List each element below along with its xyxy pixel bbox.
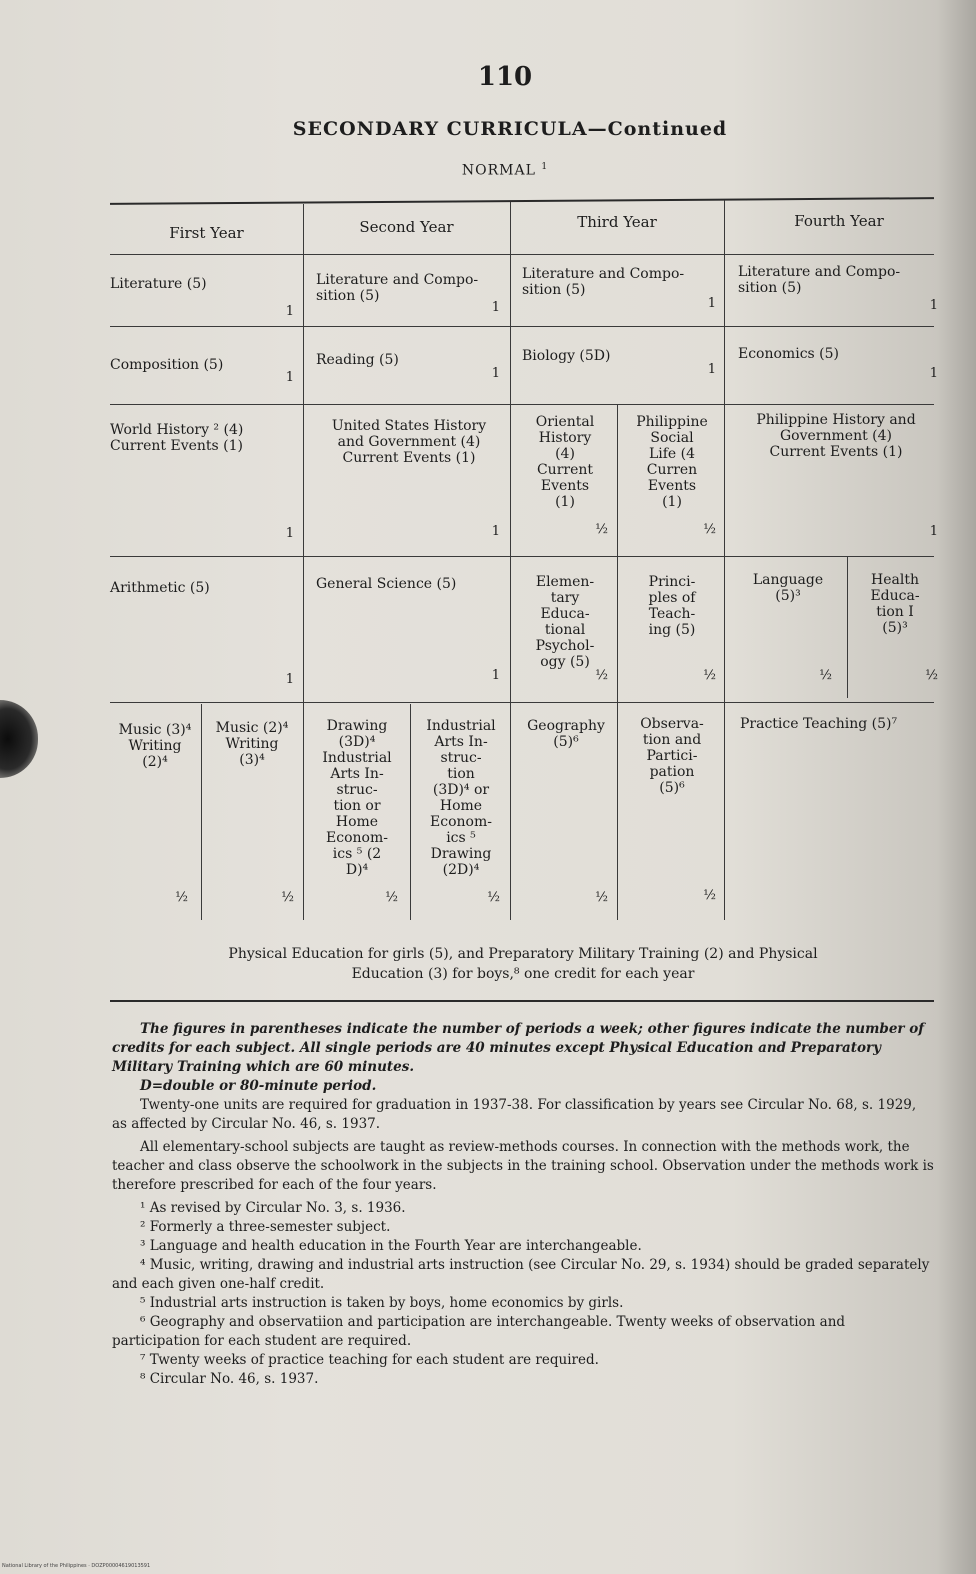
table-top-rule xyxy=(110,197,934,205)
footnote-5: ⁵ Industrial arts instruction is taken by boys, home economics by girls. xyxy=(140,1295,624,1311)
credit-r3-y4: 1 xyxy=(929,524,938,539)
header-second-year: Second Year xyxy=(359,218,454,236)
row-divider-header xyxy=(110,254,934,255)
credit-r4-y4b: ½ xyxy=(925,668,938,683)
pe-line-1: Physical Education for girls (5), and Preparatory Military Training (2) and Physical xyxy=(228,946,818,962)
credit-r1-y2: 1 xyxy=(491,300,500,315)
thumb-shadow xyxy=(0,700,38,778)
note-p2: All elementary-school subjects are taught as review-methods courses. In connection with the methods work, the teacher and class observe the schoolwork in the subjects in the training school. Observation under the methods work is therefore prescribed for each of the four years. xyxy=(112,1139,934,1193)
cell-r1-y1: Literature (5) xyxy=(110,276,207,292)
credit-r2-y3: 1 xyxy=(707,362,716,377)
cell-r4-y4b: Health Educa- tion I (5)³ xyxy=(870,572,920,636)
cell-r4-y3a: Elemen- tary Educa- tional Psychol- ogy (5) xyxy=(535,574,595,670)
footnote-1: ¹ As revised by Circular No. 3, s. 1936. xyxy=(140,1200,406,1216)
credit-r5-y1b: ½ xyxy=(281,890,294,905)
note-p1: Twenty-one units are required for graduation in 1937-38. For classification by years see Circular No. 68, s. 1929, as affected by Circular No. 46, s. 1937. xyxy=(112,1097,917,1132)
cell-r5-y1b: Music (2)⁴ Writing (3)⁴ xyxy=(215,720,289,768)
sub-divider-y4-r4 xyxy=(847,556,848,698)
library-footer-tag: National Library of the Philippines · DOZP00004619013591 xyxy=(2,1563,151,1569)
footnote-7: ⁷ Twenty weeks of practice teaching for each student are required. xyxy=(140,1352,599,1368)
cell-r1-y4: Literature and Compo- sition (5) xyxy=(738,264,901,296)
cell-r2-y3: Biology (5D) xyxy=(522,348,611,364)
row-divider-3 xyxy=(110,556,934,557)
credit-r5-y2a: ½ xyxy=(385,890,398,905)
credit-r4-y3a: ½ xyxy=(595,668,608,683)
footnote-6: ⁶ Geography and observatiion and participation are interchangeable. Twenty weeks of observation and participation for each student are required. xyxy=(112,1314,846,1349)
cell-r3-y4: Philippine History and Government (4) Current Events (1) xyxy=(756,412,916,460)
credit-r5-y2b: ½ xyxy=(487,890,500,905)
cell-r2-y1: Composition (5) xyxy=(110,357,224,373)
credit-r4-y2: 1 xyxy=(491,668,500,683)
page-title: SECONDARY CURRICULA—Continued xyxy=(292,118,728,140)
credit-r1-y1: 1 xyxy=(285,304,294,319)
cell-r5-y1a: Music (3)⁴ Writing (2)⁴ xyxy=(118,722,192,770)
notes-section xyxy=(112,1020,934,1389)
cell-r5-y3b: Observa- tion and Partici- pation (5)⁶ xyxy=(640,716,704,796)
sub-divider-y2-r5 xyxy=(410,704,411,920)
credit-r1-y4: 1 xyxy=(929,298,938,313)
cell-r4-y3b: Princi- ples of Teach- ing (5) xyxy=(648,574,696,638)
row-divider-4 xyxy=(110,702,934,703)
cell-r5-y2b: Industrial Arts In- struc- tion (3D)⁴ or Home Econom- ics ⁵ Drawing (2D)⁴ xyxy=(426,718,496,878)
credit-r3-y3b: ½ xyxy=(703,522,716,537)
footnote-2: ² Formerly a three-semester subject. xyxy=(140,1219,391,1235)
credit-r1-y3: 1 xyxy=(707,296,716,311)
col-divider-3 xyxy=(724,200,725,920)
cell-r1-y2: Literature and Compo- sition (5) xyxy=(316,272,479,304)
credit-r3-y2: 1 xyxy=(491,524,500,539)
table-bottom-rule xyxy=(110,1000,934,1002)
pe-line-2: Education (3) for boys,⁸ one credit for each year xyxy=(351,966,695,982)
cell-r5-y3a: Geography (5)⁶ xyxy=(527,718,605,750)
header-third-year: Third Year xyxy=(577,213,657,231)
row-divider-1 xyxy=(110,326,934,327)
col-divider-1 xyxy=(303,204,304,920)
credit-r5-y3a: ½ xyxy=(595,890,608,905)
credit-r2-y1: 1 xyxy=(285,370,294,385)
footnote-8: ⁸ Circular No. 46, s. 1937. xyxy=(140,1371,319,1387)
credit-r5-y3b: ½ xyxy=(703,888,716,903)
cell-r4-y1: Arithmetic (5) xyxy=(110,580,210,596)
cell-r4-y2: General Science (5) xyxy=(316,576,457,592)
cell-r2-y4: Economics (5) xyxy=(738,346,839,362)
footnote-4: ⁴ Music, writing, drawing and industrial arts instruction (see Circular No. 29, s. 1934) should be graded separately and each given one-half credit. xyxy=(112,1257,930,1292)
page-subtitle: NORMAL $^1$ xyxy=(461,162,549,179)
cell-r3-y1: World History ² (4) Current Events (1) xyxy=(110,422,244,454)
col-divider-2 xyxy=(510,202,511,920)
cell-r5-y2a: Drawing (3D)⁴ Industrial Arts In- struc- tion or Home Econom- ics ⁵ (2 D)⁴ xyxy=(322,718,392,878)
cell-r3-y3a: Oriental History (4) Current Events (1) xyxy=(535,414,595,510)
credit-r2-y2: 1 xyxy=(491,366,500,381)
header-fourth-year: Fourth Year xyxy=(794,212,884,230)
page-number: 110 xyxy=(477,62,533,92)
cell-r3-y3b: Philippine Social Life (4 Curren Events (1) xyxy=(636,414,708,510)
footnote-3: ³ Language and health education in the Fourth Year are interchangeable. xyxy=(140,1238,642,1254)
credit-r4-y1: 1 xyxy=(285,672,294,687)
note-italic-1: The figures in parentheses indicate the number of periods a week; other figures indicate the number of credits for each subject. All single periods are 40 minutes except Physical Education and Preparatory Military Training which are 60 minutes. xyxy=(112,1021,925,1075)
sub-divider-y1-r5 xyxy=(201,704,202,920)
cell-r5-y4: Practice Teaching (5)⁷ xyxy=(740,716,898,732)
credit-r4-y3b: ½ xyxy=(703,668,716,683)
cell-r3-y2: United States History and Government (4) Current Events (1) xyxy=(331,418,487,466)
cell-r2-y2: Reading (5) xyxy=(316,352,399,368)
credit-r5-y1a: ½ xyxy=(175,890,188,905)
row-divider-2 xyxy=(110,404,934,405)
credit-r2-y4: 1 xyxy=(929,366,938,381)
credit-r3-y3a: ½ xyxy=(595,522,608,537)
sub-divider-y3-r3 xyxy=(617,404,618,920)
credit-r4-y4a: ½ xyxy=(819,668,832,683)
cell-r1-y3: Literature and Compo- sition (5) xyxy=(522,266,685,298)
header-first-year: First Year xyxy=(169,224,244,242)
cell-r4-y4a: Language (5)³ xyxy=(752,572,824,604)
credit-r3-y1: 1 xyxy=(285,526,294,541)
note-italic-2: D=double or 80-minute period. xyxy=(140,1078,377,1094)
